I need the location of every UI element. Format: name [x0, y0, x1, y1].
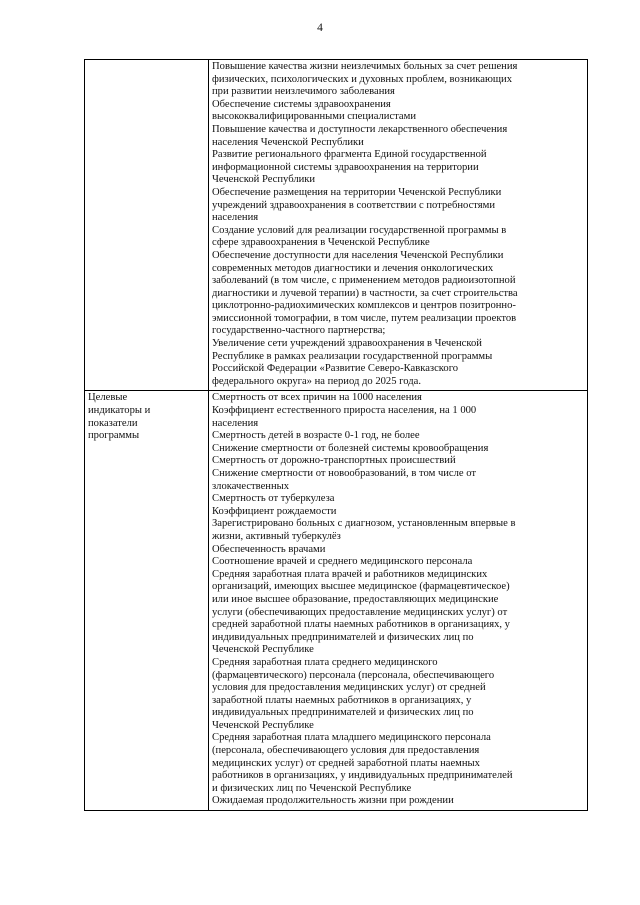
content-line: учреждений здравоохранения в соответствии с потребностями — [212, 199, 496, 211]
row-label-line: программы — [88, 430, 140, 442]
content-line: Чеченской Республике — [212, 719, 314, 731]
content-line: Коэффициент естественного прироста населения, на 1 000 — [212, 405, 477, 417]
content-line: Средняя заработная плата младшего медицинского персонала — [212, 732, 491, 744]
content-line: населения Чеченской Республики — [212, 136, 364, 148]
content-line: Российской Федерации «Развитие Северо-Кавказского — [212, 363, 459, 375]
table-row — [85, 60, 588, 391]
content-line: населения — [212, 212, 259, 224]
row-content-cell — [209, 391, 588, 811]
content-line: циклотронно-радиохимических комплексов и центров позитронно- — [212, 300, 516, 312]
content-line: Снижение смертности от новообразований, в том числе от — [212, 468, 477, 479]
content-line: (фармацевтического) персонала (персонала, обеспечивающего — [212, 669, 495, 681]
content-line: Смертность от всех причин на 1000 населения — [212, 392, 422, 404]
row-label-cell — [85, 60, 209, 391]
content-line: жизни, активный туберкулёз — [212, 530, 341, 542]
content-line: Снижение смертности от болезней системы кровообращения — [212, 442, 489, 454]
content-line: Средняя заработная плата врачей и работников медицинских — [212, 568, 488, 580]
content-line: Обеспеченность врачами — [212, 543, 326, 555]
content-line: заболеваний (в том числе, с применением методов радиоизотопной — [212, 275, 516, 287]
page-number: 4 — [317, 22, 323, 34]
content-line: диагностики и лучевой терапии) в частности, за счет строительства — [212, 287, 518, 299]
content-line: Создание условий для реализации государственной программы в — [212, 224, 507, 236]
content-line: услуги (обеспечивающих предоставление медицинских услуг) от — [212, 606, 508, 618]
content-line: индивидуальных предпринимателей и физических лиц по — [212, 707, 474, 719]
content-line: федерального округа» на период до 2025 года. — [212, 375, 421, 387]
content-line: Чеченской Республики — [212, 174, 316, 186]
content-line: Обеспечение доступности для населения Чеченской Республики — [212, 249, 504, 261]
content-line: Смертность от дорожно-транспортных происшествий — [212, 455, 456, 467]
content-line: физических, психологических и духовных проблем, возникающих — [212, 73, 513, 85]
program-table — [84, 59, 588, 811]
content-line: эмиссионной томографии, в том числе, путем реализации проектов — [212, 312, 517, 324]
content-line: государственно-частного партнерства; — [212, 325, 386, 337]
content-line: Повышение качества и доступности лекарственного обеспечения — [212, 123, 508, 135]
content-line: Коэффициент рождаемости — [212, 505, 337, 517]
content-line: Развитие регионального фрагмента Единой государственной — [212, 149, 487, 161]
content-line: условия для предоставления медицинских услуг) от средней — [212, 682, 486, 694]
content-line: средней заработной платы наемных работников в организациях, у — [212, 619, 510, 631]
content-line: работников в организациях, у индивидуальных предпринимателей — [212, 770, 513, 782]
table-row — [85, 391, 588, 811]
content-line: Ожидаемая продолжительность жизни при рождении — [212, 795, 454, 807]
content-line: Повышение качества жизни неизлечимых больных за счет решения — [212, 61, 518, 72]
content-line: или иное высшее образование, предоставляющих медицинские — [212, 593, 499, 605]
content-line: Обеспечение системы здравоохранения — [212, 98, 391, 110]
content-line: при развитии неизлечимого заболевания — [212, 86, 395, 98]
row-label-cell — [85, 391, 209, 811]
content-line: и физических лиц по Чеченской Республике — [212, 782, 412, 794]
content-line: заработной платы наемных работников в организациях, у — [212, 694, 472, 706]
content-line: злокачественных — [212, 480, 290, 492]
content-line: высококвалифицированными специалистами — [212, 111, 416, 123]
content-line: информационной системы здравоохранения на территории — [212, 161, 479, 173]
content-line: Чеченской Республике — [212, 644, 314, 656]
content-line: Зарегистрировано больных с диагнозом, установленным впервые в — [212, 518, 516, 530]
content-line: Соотношение врачей и среднего медицинского персонала — [212, 556, 473, 568]
content-line: Средняя заработная плата среднего медицинского — [212, 656, 438, 668]
content-line: современных методов диагностики и лечения онкологических — [212, 262, 494, 274]
content-line: Республике в рамках реализации государственной программы — [212, 350, 493, 362]
row-label-line: показатели — [88, 417, 138, 429]
content-line: населения — [212, 417, 259, 429]
content-line: сфере здравоохранения в Чеченской Республике — [212, 237, 430, 249]
row-label-line: индикаторы и — [88, 405, 151, 417]
content-line: индивидуальных предпринимателей и физических лиц по — [212, 631, 474, 643]
row-label-line: Целевые — [88, 392, 128, 404]
content-line: Обеспечение размещения на территории Чеченской Республики — [212, 186, 502, 198]
content-line: Смертность от туберкулеза — [212, 493, 335, 505]
content-line: Смертность детей в возрасте 0-1 год, не более — [212, 430, 420, 442]
table-body — [85, 60, 588, 811]
content-line: Увеличение сети учреждений здравоохранения в Чеченской — [212, 338, 482, 350]
content-line: (персонала, обеспечивающего условия для предоставления — [212, 745, 480, 757]
row-content-cell — [209, 60, 588, 391]
content-line: медицинских услуг) от средней заработной платы наемных — [212, 757, 480, 769]
content-line: организаций, имеющих высшее медицинское (фармацевтическое) — [212, 581, 510, 593]
